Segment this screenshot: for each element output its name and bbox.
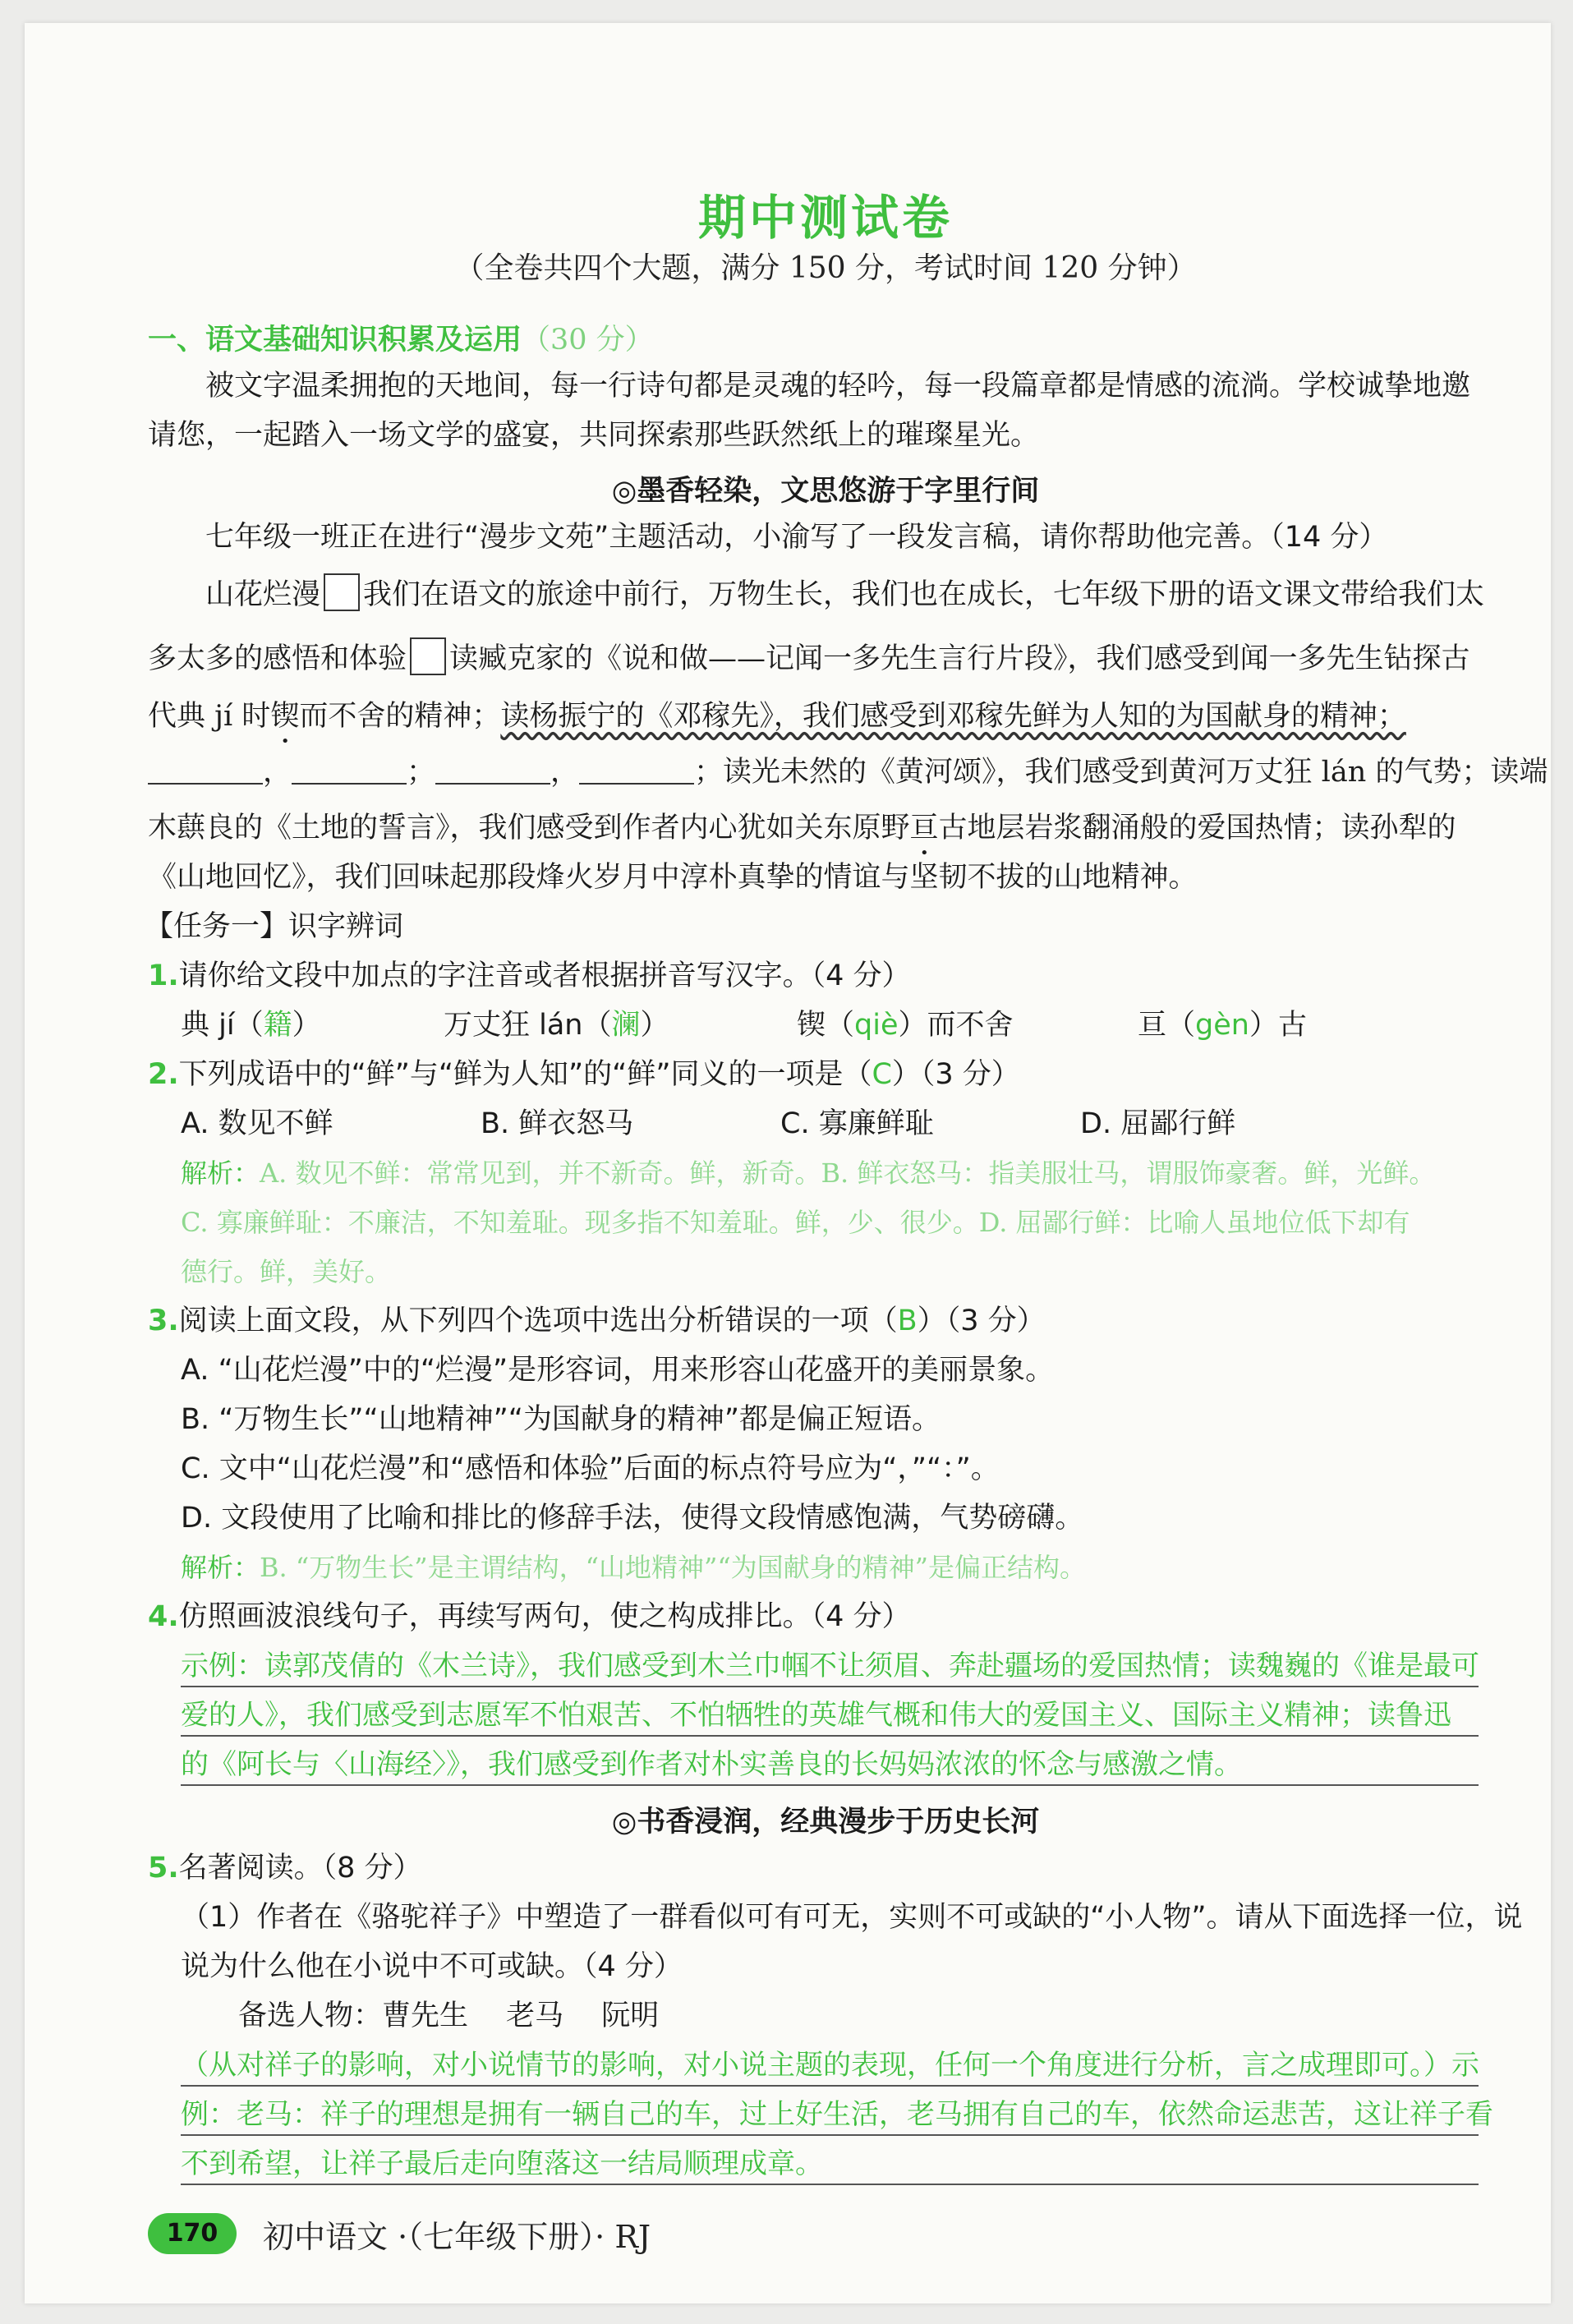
question-3	[148, 1301, 1046, 1341]
passage-line-3	[148, 697, 1406, 750]
page-number-badge: 170	[148, 2213, 237, 2254]
fill-blank-4[interactable]	[579, 755, 694, 785]
q1-item-3	[797, 1006, 1014, 1045]
answer-text: qiè	[854, 1009, 899, 1042]
item-text: ）	[292, 1009, 321, 1042]
passage-line-2	[148, 637, 1470, 679]
q3-explanation	[181, 1548, 1086, 1587]
q2-option-c: C. 寡廉鲜耻	[780, 1107, 934, 1140]
question-number: 2.	[148, 1058, 179, 1091]
intro-line-2: 请您，一起踏入一场文学的盛宴，共同探索那些跃然纸上的璀璨星光。	[148, 419, 1040, 452]
q2-explanation-line-3: 德行。鲜，美好。	[181, 1256, 392, 1287]
question-text: 名著阅读。（8 分）	[178, 1852, 422, 1885]
item-text: ）	[640, 1009, 669, 1042]
section-title: 一、语文基础知识积累及运用	[148, 323, 522, 357]
q3-option-a: A. “山花烂漫”中的“烂漫”是形容词，用来形容山花盛开的美丽景象。	[181, 1354, 1055, 1387]
q2-option-d: D. 屈鄙行鲜	[1080, 1107, 1236, 1140]
q5-answer-line-1: （从对祥子的影响，对小说情节的影响，对小说主题的表现，任何一个角度进行分析，言之成理即可。）示	[181, 2046, 1479, 2087]
wavy-sentence: 读杨振宁的《邓稼先》，我们感受到邓稼先鲜为人知的为国献身的精神；	[500, 700, 1406, 733]
item-text: 万丈狂 lán（	[444, 1009, 612, 1042]
q4-answer-line-2: 爱的人》，我们感受到志愿军不怕艰苦、不怕牺牲的英雄气概和伟大的爱国主义、国际主义精神；读鲁迅	[181, 1696, 1479, 1737]
passage-text: 多太多的感悟和体验	[148, 642, 407, 675]
question-number: 5.	[148, 1852, 179, 1885]
exam-info: （全卷共四个大题，满分 150 分，考试时间 120 分钟）	[454, 251, 1197, 285]
punctuation-box-1[interactable]	[324, 573, 360, 611]
q2-option-a: A. 数见不鲜	[181, 1107, 333, 1140]
page-title: 期中测试卷	[697, 190, 953, 246]
question-4	[148, 1597, 911, 1636]
passage-text: 我们在语文的旅途中前行，万物生长，我们也在成长，七年级下册的语文课文带给我们太	[363, 578, 1485, 611]
q5-candidates: 备选人物：曹先生 老马 阮明	[238, 2000, 660, 2032]
intro-line-1: 被文字温柔拥抱的天地间，每一行诗句都是灵魂的轻吟，每一段篇章都是情感的流淌。学校诚挚地邀	[205, 370, 1471, 403]
item-text: ）而不舍	[898, 1009, 1014, 1042]
question-text: 下列成语中的“鲜”与“鲜为人知”的“鲜”同义的一项是（	[178, 1058, 872, 1091]
question-5	[148, 1848, 422, 1888]
item-text: ）古	[1249, 1009, 1307, 1042]
section-heading	[148, 317, 654, 358]
section-score: （30 分）	[522, 324, 654, 357]
q3-option-c: C. 文中“山花烂漫”和“感悟和体验”后面的标点符号应为“，”“：”。	[181, 1452, 1000, 1485]
item-text: 锲（	[797, 1009, 855, 1042]
fill-blank-3[interactable]	[435, 755, 550, 785]
passage-text: ，	[550, 756, 580, 789]
q1-item-2	[444, 1006, 669, 1045]
question-text: 阅读上面文段，从下列四个选项中选出分析错误的一项（	[178, 1305, 898, 1337]
dotted-char-qie: 锲	[270, 700, 300, 733]
question-text: 仿照画波浪线句子，再续写两句，使之构成排比。（4 分）	[178, 1600, 911, 1633]
dotted-char-gen: 亘	[909, 812, 939, 844]
question-2	[148, 1055, 1020, 1094]
fill-blank-1[interactable]	[148, 755, 263, 785]
passage-line-1	[205, 573, 1484, 614]
question-number: 3.	[148, 1305, 179, 1337]
passage-text: ；读光未然的《黄河颂》，我们感受到黄河万丈狂 lán 的气势；读端	[694, 756, 1548, 789]
q2-option-b: B. 鲜衣怒马	[481, 1107, 634, 1140]
page-sheet	[25, 23, 1551, 2303]
q5-sub1-line-1: （1）作者在《骆驼祥子》中塑造了一群看似可有可无，实则不可或缺的“小人物”。请从下面选择一位，说	[181, 1901, 1523, 1934]
question-1	[148, 956, 911, 996]
answer-text: B	[897, 1305, 918, 1337]
answer-text: 澜	[611, 1009, 641, 1042]
passage-text: ；	[407, 756, 436, 789]
punctuation-box-2[interactable]	[410, 637, 446, 675]
passage-line-5	[148, 808, 1456, 862]
passage-text: 古地层岩浆翻涌般的爱国热情；读孙犁的	[938, 812, 1456, 844]
passage-line-4	[148, 752, 1548, 792]
passage-text: 读臧克家的《说和做——记闻一多先生言行片段》，我们感受到闻一多先生钻探古	[449, 642, 1470, 675]
answer-text: gèn	[1195, 1009, 1249, 1042]
q5-answer-line-2: 例：老马：祥子的理想是拥有一辆自己的车，过上好生活，老马拥有自己的车，依然命运悲苦，这让祥子看	[181, 2095, 1479, 2136]
q5-sub1-line-2: 说为什么他在小说中不可或缺。（4 分）	[181, 1950, 683, 1983]
explanation-label: 解析：	[181, 1552, 260, 1583]
question-text: ）（3 分）	[891, 1058, 1020, 1091]
explanation-text: B. “万物生长”是主谓结构，“山地精神”“为国献身的精神”是偏正结构。	[260, 1552, 1087, 1583]
item-text: 亘（	[1138, 1009, 1196, 1042]
q1-item-4	[1138, 1006, 1307, 1045]
passage-text: ，	[263, 756, 292, 789]
passage-text: 木蕻良的《土地的誓言》，我们感受到作者内心犹如关东原野	[148, 812, 910, 844]
fill-blank-2[interactable]	[292, 755, 407, 785]
answer-text: C	[872, 1058, 892, 1091]
task-intro: 七年级一班正在进行“漫步文苑”主题活动，小渝写了一段发言稿，请你帮助他完善。（14 分）	[205, 521, 1388, 554]
q4-answer-line-3: 的《阿长与〈山海经〉》，我们感受到作者对朴实善良的长妈妈浓浓的怀念与感激之情。	[181, 1745, 1479, 1786]
q3-option-d: D. 文段使用了比喻和排比的修辞手法，使得文段情感饱满，气势磅礴。	[181, 1502, 1084, 1535]
q2-explanation-line-2: C. 寡廉鲜耻：不廉洁，不知羞耻。现多指不知羞耻。鲜，少、很少。D. 屈鄙行鲜：比喻人虽地位低下却有	[181, 1207, 1410, 1238]
explanation-label: 解析：	[181, 1157, 260, 1189]
passage-line-6: 《山地回忆》，我们回味起那段烽火岁月中淳朴真挚的情谊与坚韧不拔的山地精神。	[148, 861, 1198, 894]
q2-explanation-line-1	[181, 1153, 1435, 1193]
question-number: 1.	[148, 960, 179, 992]
question-text: 请你给文段中加点的字注音或者根据拼音写汉字。（4 分）	[178, 960, 911, 992]
question-number: 4.	[148, 1600, 179, 1633]
item-text: 典 jí（	[181, 1009, 264, 1042]
passage-text: 山花烂漫	[205, 578, 321, 611]
q1-item-1	[181, 1006, 321, 1045]
passage-text: 而不舍的精神；	[299, 700, 501, 733]
subsection-heading-2: ◎书香浸润，经典漫步于历史长河	[611, 1806, 1040, 1838]
q4-answer-line-1: 示例：读郭茂倩的《木兰诗》，我们感受到木兰巾帼不让须眉、奔赴疆场的爱国热情；读魏巍的《谁是最可	[181, 1646, 1479, 1687]
book-title: 初中语文 ·（七年级下册）· RJ	[263, 2219, 651, 2255]
q3-option-b: B. “万物生长”“山地精神”“为国献身的精神”都是偏正短语。	[181, 1403, 941, 1436]
question-text: ）（3 分）	[917, 1305, 1046, 1337]
passage-text: 代典 jí 时	[148, 700, 271, 733]
answer-text: 籍	[263, 1009, 292, 1042]
explanation-text: A. 数见不鲜：常常见到，并不新奇。鲜，新奇。B. 鲜衣怒马：指美服壮马，谓服饰豪奢。鲜，光鲜。	[260, 1157, 1436, 1189]
q5-answer-line-3: 不到希望，让祥子最后走向堕落这一结局顺理成章。	[181, 2144, 1479, 2185]
task-heading: 【任务一】识字辨词	[145, 910, 404, 943]
subsection-heading-1: ◎墨香轻染，文思悠游于字里行间	[611, 475, 1040, 508]
